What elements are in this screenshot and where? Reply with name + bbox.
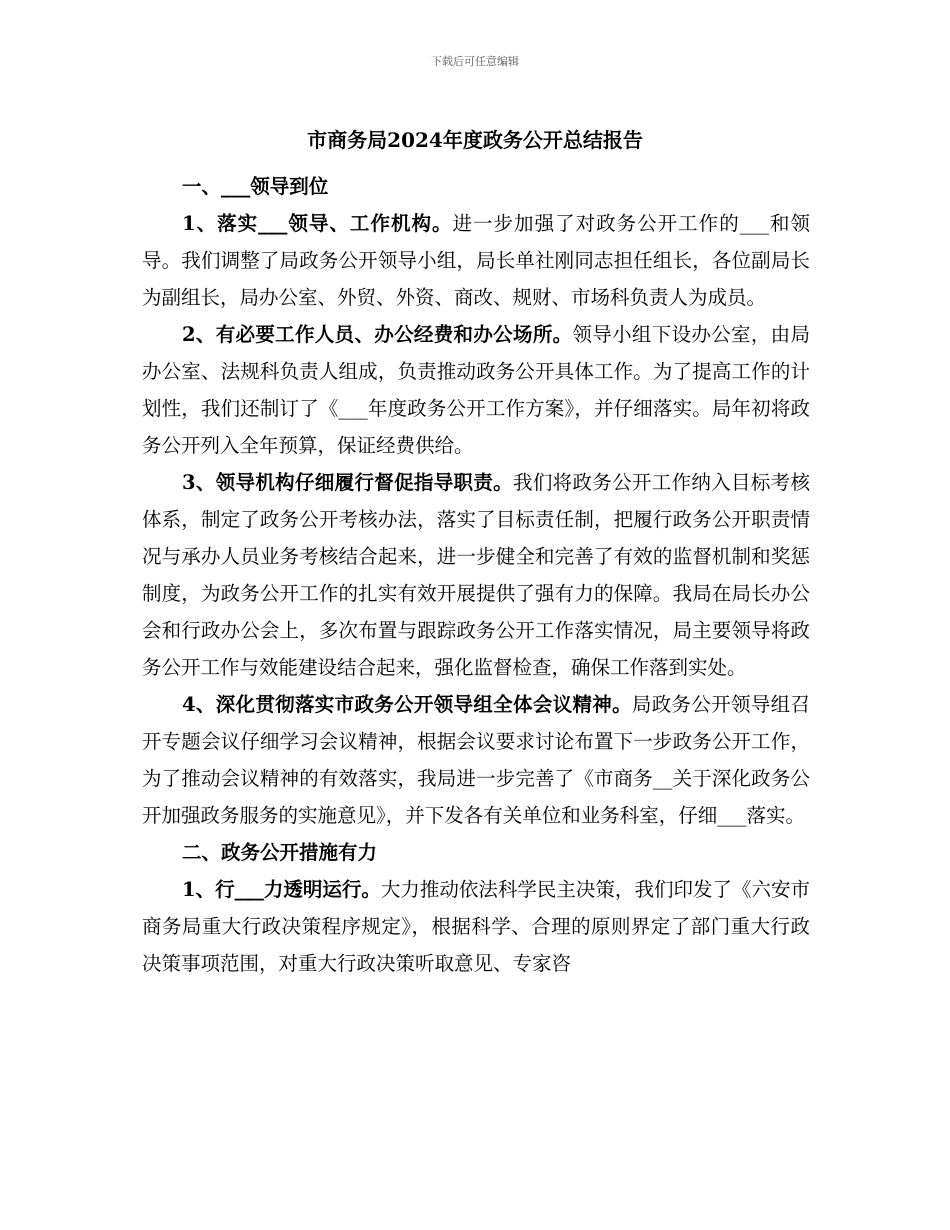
section-heading-1: 一、___领导到位: [182, 175, 329, 198]
document-body: [142, 168, 810, 982]
paragraph-3: [142, 464, 810, 686]
document-title: 市商务局2024年度政务公开总结报告: [307, 128, 643, 152]
section-heading-2: 二、政务公开措施有力: [182, 841, 378, 864]
paragraph-2-body: 领导小组下设办公室，由局办公室、法规科负责人组成，负责推动政务公开具体工作。为了提高工作的计划性，我们还制订了《___年度政务公开工作方案》，并仔细落实。局年初将政务公开列入全年预算，保证经费供给。: [142, 323, 810, 457]
paragraph-4-lead: 4、深化贯彻落实市政务公开领导组全体会议精神。: [182, 693, 632, 716]
header-note: 下载后可任意编辑: [431, 55, 519, 68]
paragraph-5: [142, 871, 810, 982]
paragraph-4-body: 局政务公开领导组召开专题会议仔细学习会议精神，根据会议要求讨论布置下一步政务公开工作，为了推动会议精神的有效落实，我局进一步完善了《市商务__关于深化政务公开加强政务服务的实施意见》，并下发各有关单位和业务科室，仔细___落实。: [142, 693, 810, 827]
paragraph-2: [142, 316, 810, 464]
paragraph-2-lead: 2、有必要工作人员、办公经费和办公场所。: [182, 323, 573, 346]
paragraph-5-lead: 1、行___力透明运行。: [182, 878, 381, 901]
paragraph-4: [142, 686, 810, 834]
paragraph-1: [142, 205, 810, 316]
paragraph-1-body: 进一步加强了对政务公开工作的___和领导。我们调整了局政务公开领导小组，局长单社刚同志担任组长，各位副局长为副组长，局办公室、外贸、外资、商改、规财、市场科负责人为成员。: [142, 212, 810, 309]
paragraph-3-lead: 3、领导机构仔细履行督促指导职责。: [182, 471, 514, 494]
paragraph-5-body: 大力推动依法科学民主决策，我们印发了《六安市商务局重大行政决策程序规定》，根据科学、合理的原则界定了部门重大行政决策事项范围，对重大行政决策听取意见、专家咨: [142, 878, 810, 975]
paragraph-1-lead: 1、落实___领导、工作机构。: [182, 212, 453, 235]
paragraph-3-body: 我们将政务公开工作纳入目标考核体系，制定了政务公开考核办法，落实了目标责任制，把履行政务公开职责情况与承办人员业务考核结合起来，进一步健全和完善了有效的监督机制和奖惩制度，为政务公开工作的扎实有效开展提供了强有力的保障。我局在局长办公会和行政办公会上，多次布置与跟踪政务公开工作落实情况，局主要领导将政务公开工作与效能建设结合起来，强化监督检查，确保工作落到实处。: [142, 471, 810, 679]
